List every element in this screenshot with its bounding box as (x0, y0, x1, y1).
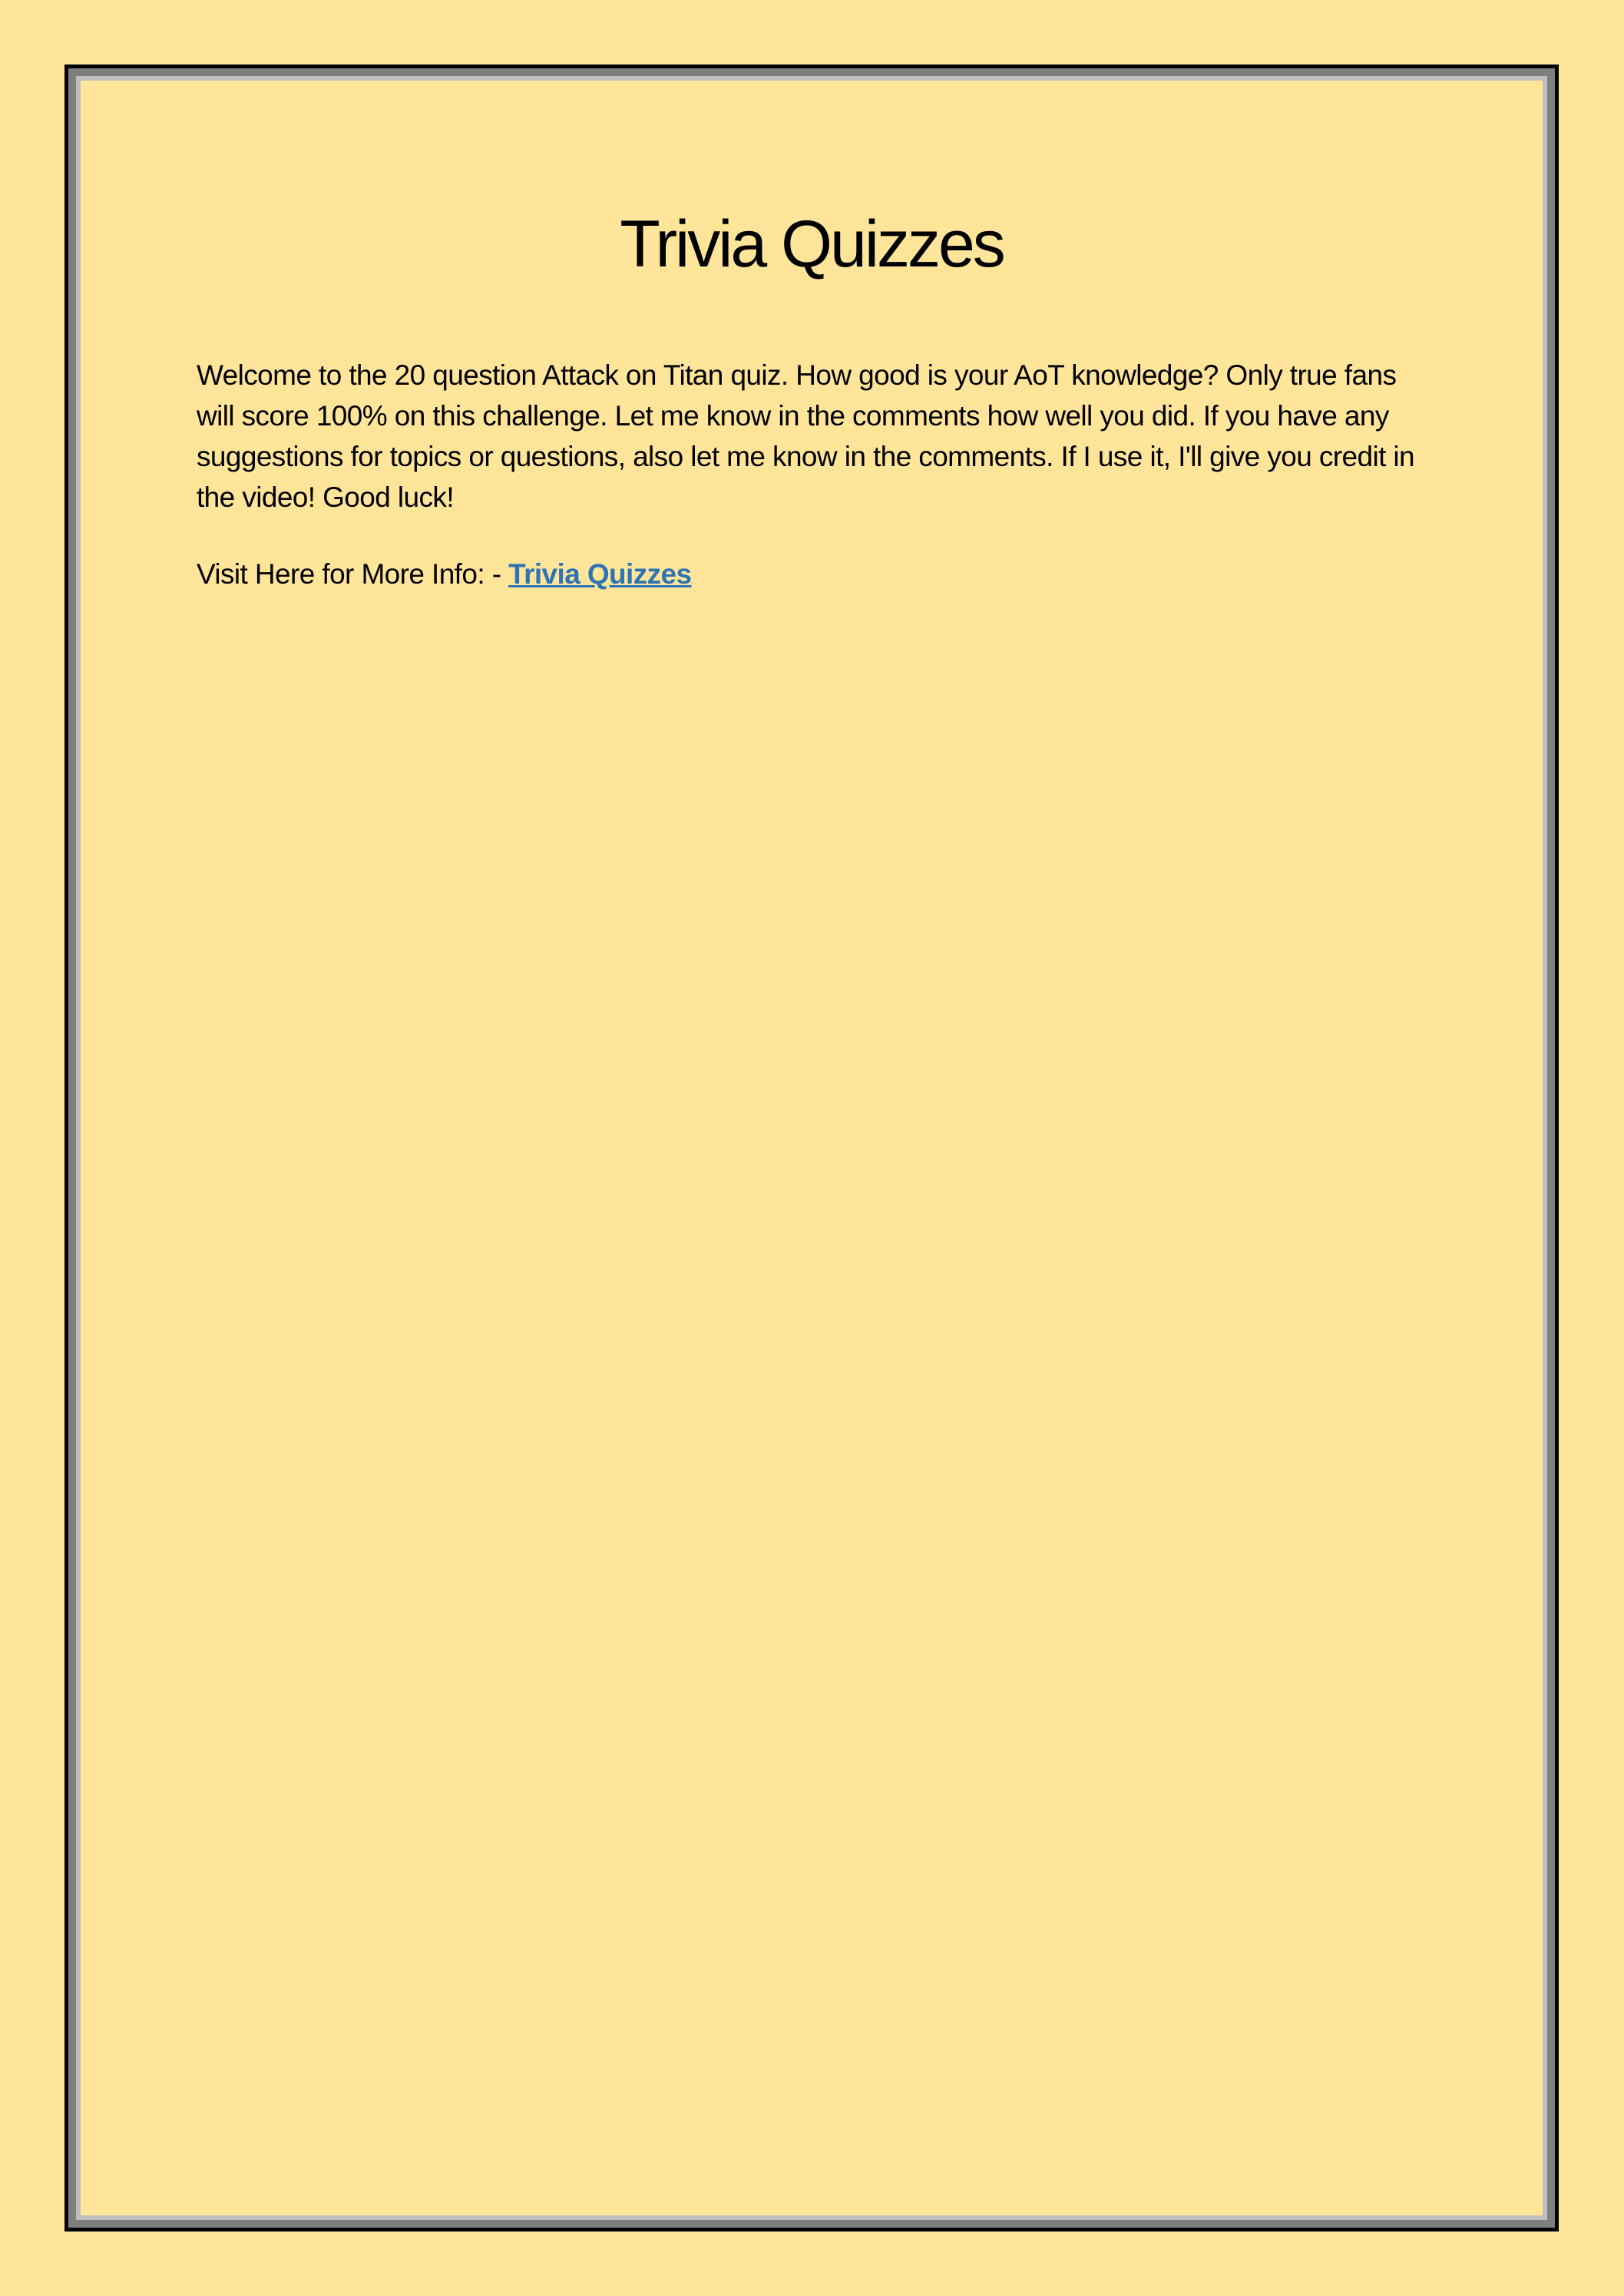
more-info-line (197, 554, 1440, 594)
intro-paragraph: Welcome to the 20 question Attack on Titan quiz. How good is your AoT knowledge? Only true fans will score 100% on this challenge. Let me know in the comments how well you did. If you have any suggestions for topics or questions, also let me know in the comments. If I use it, I'll give you credit in the video! Good luck! (197, 359, 1415, 513)
page-title: Trivia Quizzes (620, 207, 1004, 281)
trivia-quizzes-link[interactable]: Trivia Quizzes (508, 558, 692, 590)
more-info-label: Visit Here for More Info: - (197, 558, 509, 590)
